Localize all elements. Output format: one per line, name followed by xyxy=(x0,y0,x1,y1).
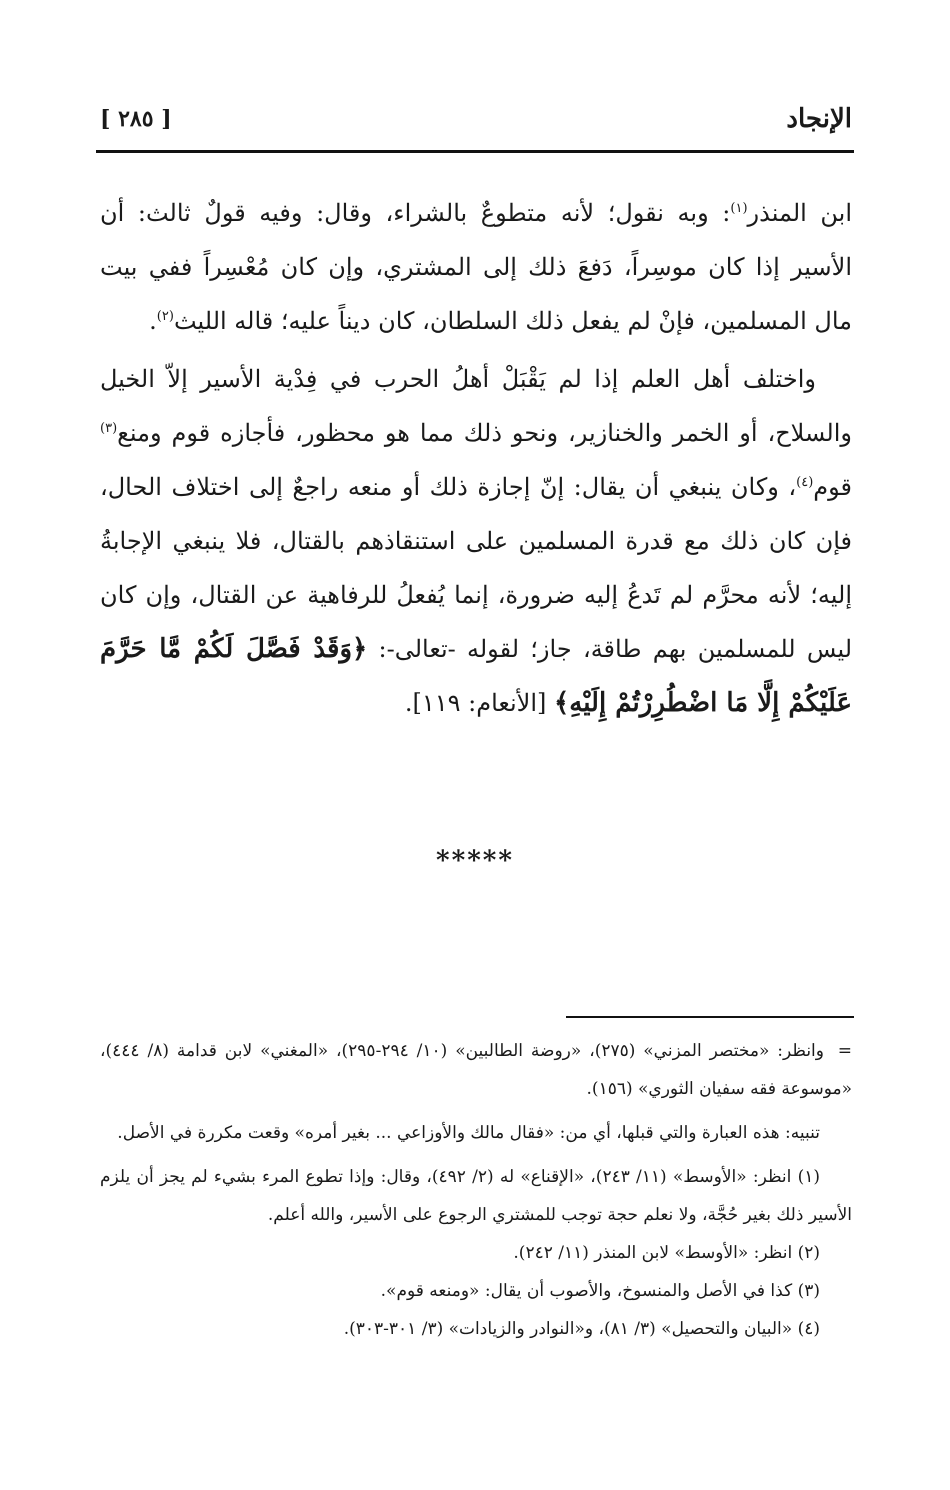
paragraph-1-text: : وبه نقول؛ لأنه متطوعٌ بالشراء، وقال: وفيه قولٌ ثالث: أن الأسير إذا كان موسِراً، دَفعَ ذلك إلى المشتري، وإن كان مُعْسِراً ففي بيت مال المسلمين، فإنْ لم يفعل ذلك السلطان، كان ديناً عليه؛ قاله الليث xyxy=(100,199,852,335)
paragraph-1-start: ابن المنذر xyxy=(747,199,853,227)
continuation-mark: = xyxy=(837,1041,852,1061)
footnote-3: (٣) كذا في الأصل والمنسوخ، والأصوب أن يقال: «ومنعه قوم». xyxy=(380,1281,820,1301)
paragraph-2-part-1: واختلف أهل العلم إذا لم يَقْبَلْ أهلُ الحرب في فِدْية الأسير إلاّ الخيل والسلاح، أو الخمر والخنازير، ونحو ذلك مما هو محظور، فأجازه قوم ومنع xyxy=(100,365,852,447)
paragraph-1 xyxy=(100,186,852,348)
main-text xyxy=(100,186,852,730)
footnote-1: (١) انظر: «الأوسط» (١١/ ٢٤٣)، «الإقناع» له (٢/ ٤٩٢)، وقال: وإذا تطوع المرء بشيء لم يجز أن يلزم الأسير ذلك بغير حُجَّة، ولا نعلم حجة توجب للمشتري الرجوع على الأسير، والله أعلم. xyxy=(100,1167,852,1225)
footnote-ref-2[interactable]: (٢) xyxy=(156,309,174,324)
footnote-rule xyxy=(566,1016,854,1018)
footnote-note: تنبيه: هذه العبارة والتي قبلها، أي من: «فقال مالك والأوزاعي ... بغير أمره» وقعت مكررة في الأصل. xyxy=(117,1123,820,1143)
footnote-continued-text: وانظر: «مختصر المزني» (٢٧٥)، «روضة الطالبين» (١٠/ ٢٩٤-٢٩٥)، «المغني» لابن قدامة (٨/ ٤٤٤)، «موسوعة فقه سفيان الثوري» (١٥٦). xyxy=(100,1041,852,1099)
footnote-ref-1[interactable]: (١) xyxy=(730,201,748,216)
paragraph-2-part-3: ، وكان ينبغي أن يقال: إنّ إجازة ذلك أو منعه راجعٌ إلى اختلاف الحال، فإن كان ذلك مع قدرة المسلمين على استنقاذهم بالقتال، فلا ينبغي الإجابةُ إليه؛ لأنه محرَّم لم تَدعُ إليه ضرورة، إنما يُفعلُ للرفاهية عن القتال، وإن كان ليس للمسلمين بهم طاقة، جاز؛ لقوله -تعالى-: xyxy=(100,473,853,663)
running-title: الإنجاد xyxy=(786,104,852,134)
page-number: [ ٢٨٥ ] xyxy=(100,106,172,132)
footnote-2: (٢) انظر: «الأوسط» لابن المنذر (١١/ ٢٤٢). xyxy=(513,1243,820,1263)
quran-verse: ﴿وَقَدْ فَصَّلَ لَكُمْ مَّا حَرَّمَ عَلَيْكُمْ إِلَّا مَا اضْطُرِرْتُمْ إِلَيْهِ﴾ xyxy=(100,634,852,718)
section-separator: ***** xyxy=(436,846,514,876)
footnote-ref-4[interactable]: (٤) xyxy=(796,475,814,490)
footnote-ref-3[interactable]: (٣) xyxy=(100,421,118,436)
running-header xyxy=(100,104,852,144)
paragraph-2-part-2: قوم xyxy=(813,473,852,501)
paragraph-2 xyxy=(100,352,852,730)
paragraph-1-end: . xyxy=(149,307,157,335)
footnote-continued xyxy=(100,1032,852,1108)
verse-citation: [الأنعام: ١١٩]. xyxy=(404,689,555,717)
header-rule xyxy=(96,150,854,153)
footnotes xyxy=(100,1032,852,1348)
footnote-4: (٤) «البيان والتحصيل» (٣/ ٨١)، و«النوادر والزيادات» (٣/ ٣٠١-٣٠٣). xyxy=(343,1319,820,1339)
